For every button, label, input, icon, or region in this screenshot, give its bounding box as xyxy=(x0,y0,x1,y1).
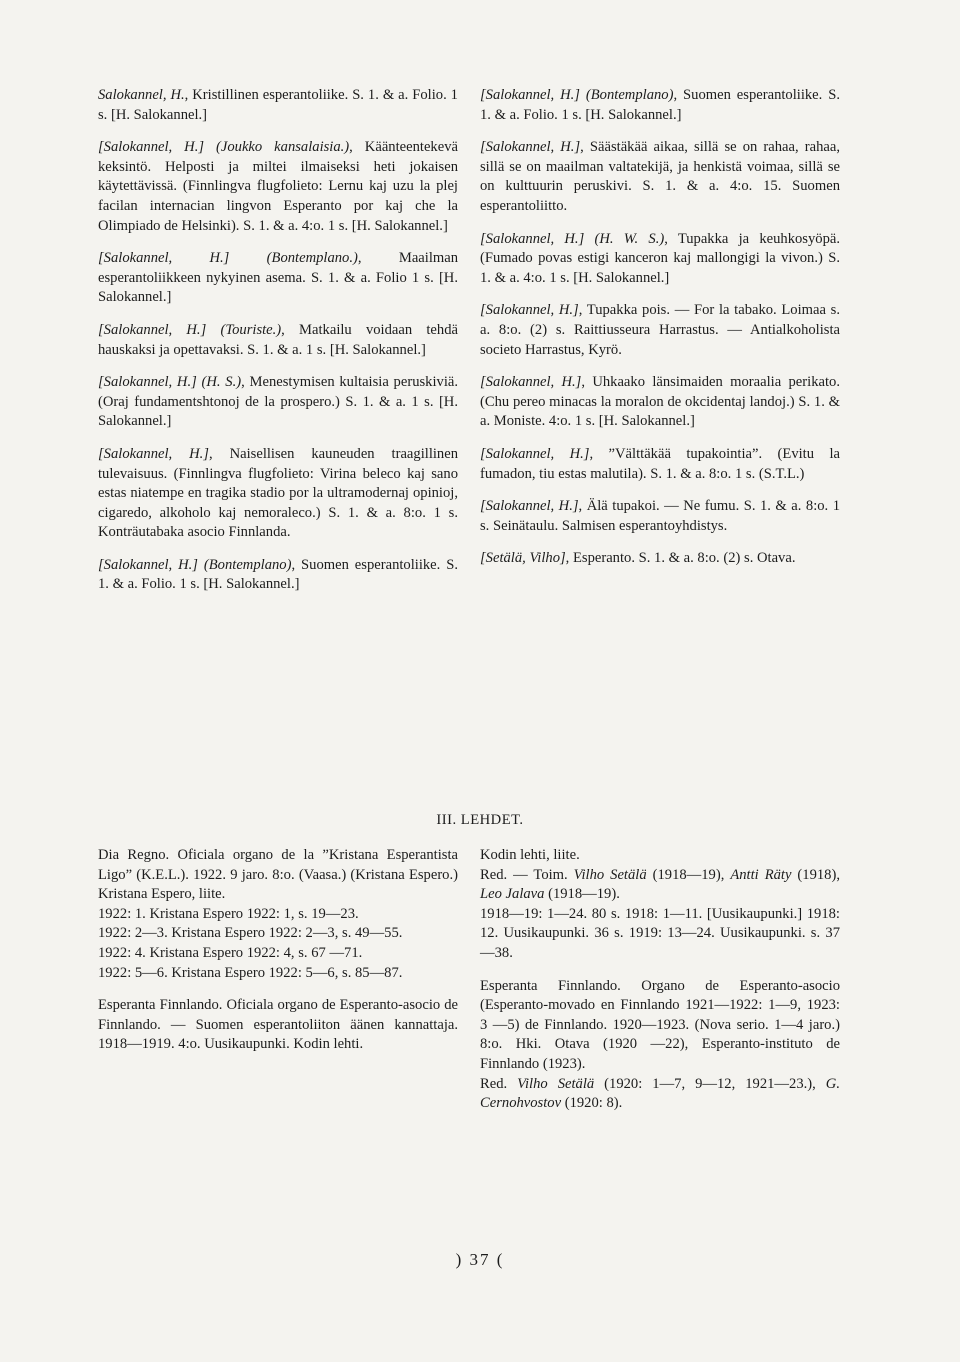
bibliography-entry: [Salokannel, H.] (Bontemplano.), Maailman esperantoliikkeen nykyinen asema. S. 1. & a. Folio 1 s. [H. Salokannel.] xyxy=(98,250,459,306)
page-number: ) 37 ( xyxy=(455,1250,505,1269)
periodical-entry: Esperanta Finnlando. Organo de Esperanto-asocio (Esperanto-movado en Finnlando 1921—1922: 1—9, 1923: 3 —5) de Finnlando. 1920—1923. (Nova serio. 1—4 jaro.) 8:o. Hki. Otava (1920 —22), Esperanto-instituto de Finnlando (1923). xyxy=(480,977,840,1072)
issues-line: 1918—19: 1—24. 80 s. 1918: 1—11. [Uusikaupunki.] 1918: 12. Uusikaupunki. 36 s. 1919: 13—24. Uusikaupunki. s. 37—38. xyxy=(480,905,840,961)
bibliography-entry: [Salokannel, H.], Säästäkää aikaa, sillä se on rahaa, rahaa, sillä se on maailman valtatekijä, ja henkistä voimaa, sillä se on kulttuurin peruskivi. S. 1. & a. 4:o. 15. Suomen esperantoliitto. xyxy=(480,139,840,214)
issue-line: 1922: 5—6. Kristana Espero 1922: 5—6, s. 85—87. xyxy=(98,964,403,981)
section-heading: III. LEHDET. xyxy=(436,812,524,828)
bibliography-entry: [Salokannel, H.] (Joukko kansalaisia.), Käänteentekevä keksintö. Helposti ja miltei ilmaiseksi heti jokaisen käytettävissä. (Finnlingva flugfolieto: Lernu kaj uzu la plej facilan internacian lingvon Esperanto por kaj che la Olimpiado de Helsinki). S. 1. & a. 4:o. 1 s. [H. Salokannel.] xyxy=(98,139,458,234)
bibliography-entry: [Salokannel, H.], ”Välttäkää tupakointia”. (Evitu la fumadon, tiu estas malutila). S. 1. & a. 8:o. 1 s. (S.T.L.) xyxy=(480,445,840,482)
issue-line: 1922: 4. Kristana Espero 1922: 4, s. 67 —71. xyxy=(98,944,363,961)
bibliography-entry: [Salokannel, H.], Naisellisen kauneuden traagillinen tulevaisuus. (Finnlingva flugfolieto: Virina beleco kaj sano estas niatempe en tragika stadio por la ultramodernaj opinioj, cigaredo, alkoholo kaj nemoraleco.) S. 1. & a. 8:o. 1 s. Konträutabaka asocio Finnlanda. xyxy=(98,445,458,541)
right-column-top xyxy=(480,86,840,582)
issue-line: 1922: 2—3. Kristana Espero 1922: 2—3, s. 49—55. xyxy=(98,925,403,942)
bibliography-entry: [Salokannel, H.] (Bontemplano), Suomen esperantoliike. S. 1. & a. Folio. 1 s. [H. Salokannel.] xyxy=(480,87,840,123)
bibliography-entry: Salokannel, H., Kristillinen esperantoliike. S. 1. & a. Folio. 1 s. [H. Salokannel.] xyxy=(98,87,458,123)
bibliography-entry: [Salokannel, H.] (H. W. S.), Tupakka ja keuhkosyöpä. (Fumado povas estigi kanceron kaj mallongigi la vivon.) S. 1. & a. 4:o. 1 s. [H. Salokannel.] xyxy=(480,230,840,286)
bibliography-entry: [Salokannel, H.] (Bontemplano), Suomen esperantoliike. S. 1. & a. Folio. 1 s. [H. Salokannel.] xyxy=(98,556,458,593)
bibliography-entry: [Salokannel, H.] (Touriste.), Matkailu voidaan tehdä hauskaksi ja opettavaksi. S. 1. & a. 1 s. [H. Salokannel.] xyxy=(98,321,458,358)
left-column-top xyxy=(98,86,458,608)
left-column-bottom xyxy=(98,846,458,1055)
editors-line: Red. — Toim. Vilho Setälä (1918—19), Antti Räty (1918), Leo Jalava (1918—19). xyxy=(480,866,840,903)
bibliography-entry: [Setälä, Vilho], Esperanto. S. 1. & a. 8:o. (2) s. Otava. xyxy=(480,550,796,567)
bibliography-entry: [Salokannel, H.], Uhkaako länsimaiden moraalia perikato. (Chu pereo minacas la moralon de okcidentaj landoj.) S. 1. & a. Moniste. 4:o. 1 s. [H. Salokannel.] xyxy=(480,374,840,430)
bibliography-entry: [Salokannel, H.], Tupakka pois. — For la tabako. Loimaa s. a. 8:o. (2) s. Raittiusseura Harrastus. — Antialkoholista societo Harrastus, Kyrö. xyxy=(480,302,840,358)
supplement-line: Kodin lehti, liite. xyxy=(480,847,580,863)
issue-line: 1922: 1. Kristana Espero 1922: 1, s. 19—23. xyxy=(98,905,359,922)
bibliography-entry: [Salokannel, H.] (H. S.), Menestymisen kultaisia peruskiviä. (Oraj fundamentshtonoj de la prospero.) S. 1. & a. 1 s. [H. Salokannel.] xyxy=(98,374,458,430)
right-column-bottom xyxy=(480,846,840,1114)
periodical-entry: Dia Regno. Oficiala organo de la ”Kristana Esperantista Ligo” (K.E.L.). 1922. 9 jaro. 8:o. (Vaasa.) (Kristana Espero.) Kristana Espero, liite. xyxy=(98,847,458,903)
editors-line: Red. Vilho Setälä (1920: 1—7, 9—12, 1921—23.), G. Cernohvostov (1920: 8). xyxy=(480,1075,840,1112)
bibliography-entry: [Salokannel, H.], Älä tupakoi. — Ne fumu. S. 1. & a. 8:o. 1 s. Seinätaulu. Salmisen esperantoyhdistys. xyxy=(480,498,840,534)
periodical-entry: Esperanta Finnlando. Oficiala organo de Esperanto-asocio de Finnlando. — Suomen esperantoliiton äänen kannattaja. 1918—1919. 4:o. Uusikaupunki. Kodin lehti. xyxy=(98,997,458,1053)
